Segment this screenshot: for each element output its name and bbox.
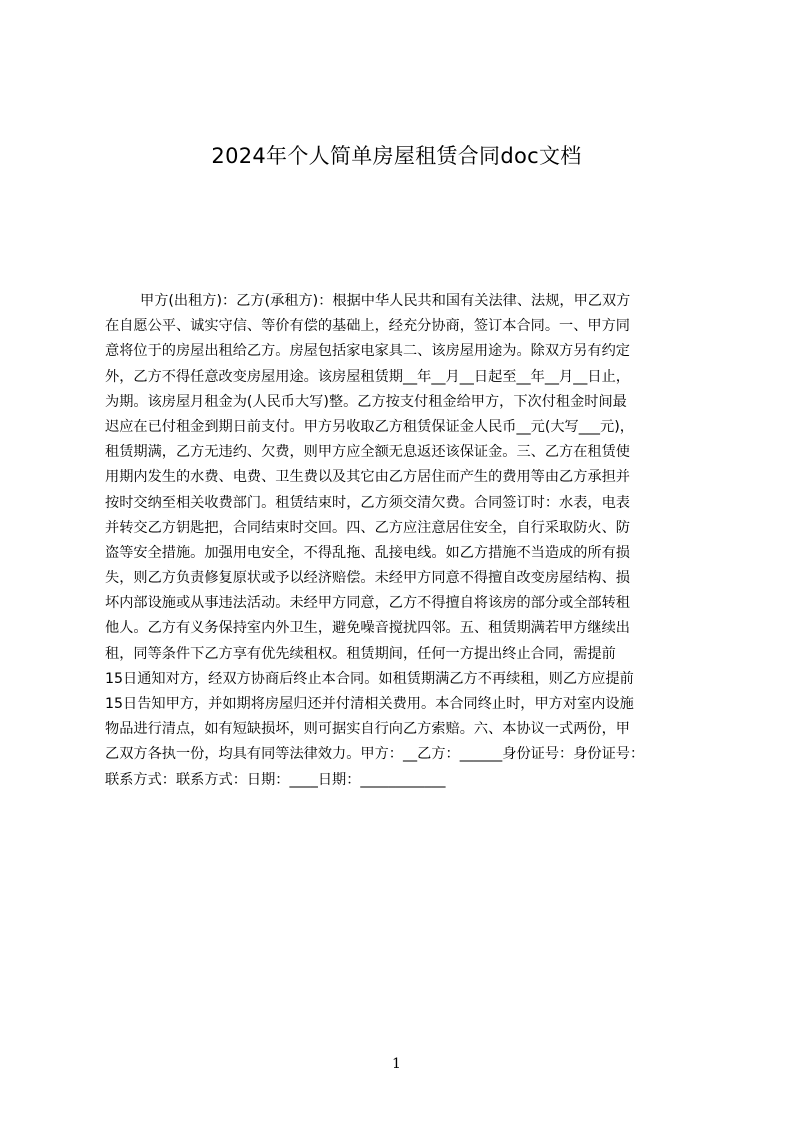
body-line: 甲方(出租方)：乙方(承租方)：根据中华人民共和国有关法律、法规，甲乙双方: [140, 293, 631, 309]
body-line: 租，同等条件下乙方享有优先续租权。租赁期间，任何一方提出终止合同，需提前: [105, 645, 616, 662]
body-line: 意将位于的房屋出租给乙方。房屋包括家电家具二、该房屋用途为。除双方另有约定: [105, 343, 630, 360]
document-title: 2024年个人简单房屋租赁合同doc文档: [211, 144, 582, 168]
body-line: 坏内部设施或从事违法活动。未经甲方同意，乙方不得擅自将该房的部分或全部转租: [105, 595, 630, 612]
body-line: 失，则乙方负责修复原状或予以经济赔偿。未经甲方同意不得擅自改变房屋结构、损: [105, 570, 630, 587]
contract-body: [105, 289, 700, 793]
body-line: 他人。乙方有义务保持室内外卫生，避免噪音搅扰四邻。五、租赁期满若甲方继续出: [105, 620, 630, 637]
page-number: 1: [392, 1056, 401, 1072]
body-line: 联系方式：联系方式：日期：____日期：____________: [105, 771, 446, 788]
body-line: 物品进行清点，如有短缺损坏，则可据实自行向乙方索赔。六、本协议一式两份，甲: [105, 721, 630, 738]
body-line: 盗等安全措施。加强用电安全，不得乱拖、乱接电线。如乙方措施不当造成的所有损: [105, 544, 630, 561]
body-line: 按时交纳至相关收费部门。租赁结束时，乙方须交清欠费。合同签订时：水表，电表: [105, 494, 630, 511]
body-line: 并转交乙方钥匙把，合同结束时交回。四、乙方应注意居住安全，自行采取防火、防: [105, 519, 630, 536]
body-line: 外，乙方不得任意改变房屋用途。该房屋租赁期__年__月__日起至__年__月__日止，: [105, 368, 630, 385]
body-line: 用期内发生的水费、电费、卫生费以及其它由乙方居住而产生的费用等由乙方承担并: [105, 469, 630, 486]
body-line: 租赁期满，乙方无违约、欠费，则甲方应全额无息返还该保证金。三、乙方在租赁使: [105, 444, 630, 461]
body-line: 15日通知对方，经双方协商后终止本合同。如租赁期满乙方不再续租，则乙方应提前: [105, 670, 634, 687]
body-line: 迟应在已付租金到期日前支付。甲方另收取乙方租赁保证金人民币__元(大写___元)，: [105, 418, 634, 435]
body-line: 乙双方各执一份，均具有同等法律效力。甲方：__乙方：______身份证号：身份证号：: [105, 746, 645, 763]
body-line: 在自愿公平、诚实守信、等价有偿的基础上，经充分协商，签订本合同。一、甲方同: [105, 318, 630, 335]
body-line: 为期。该房屋月租金为(人民币大写)整。乙方按支付租金给甲方，下次付租金时间最: [105, 393, 627, 410]
body-line: 15日告知甲方，并如期将房屋归还并付清相关费用。本合同终止时，甲方对室内设施: [105, 696, 634, 712]
